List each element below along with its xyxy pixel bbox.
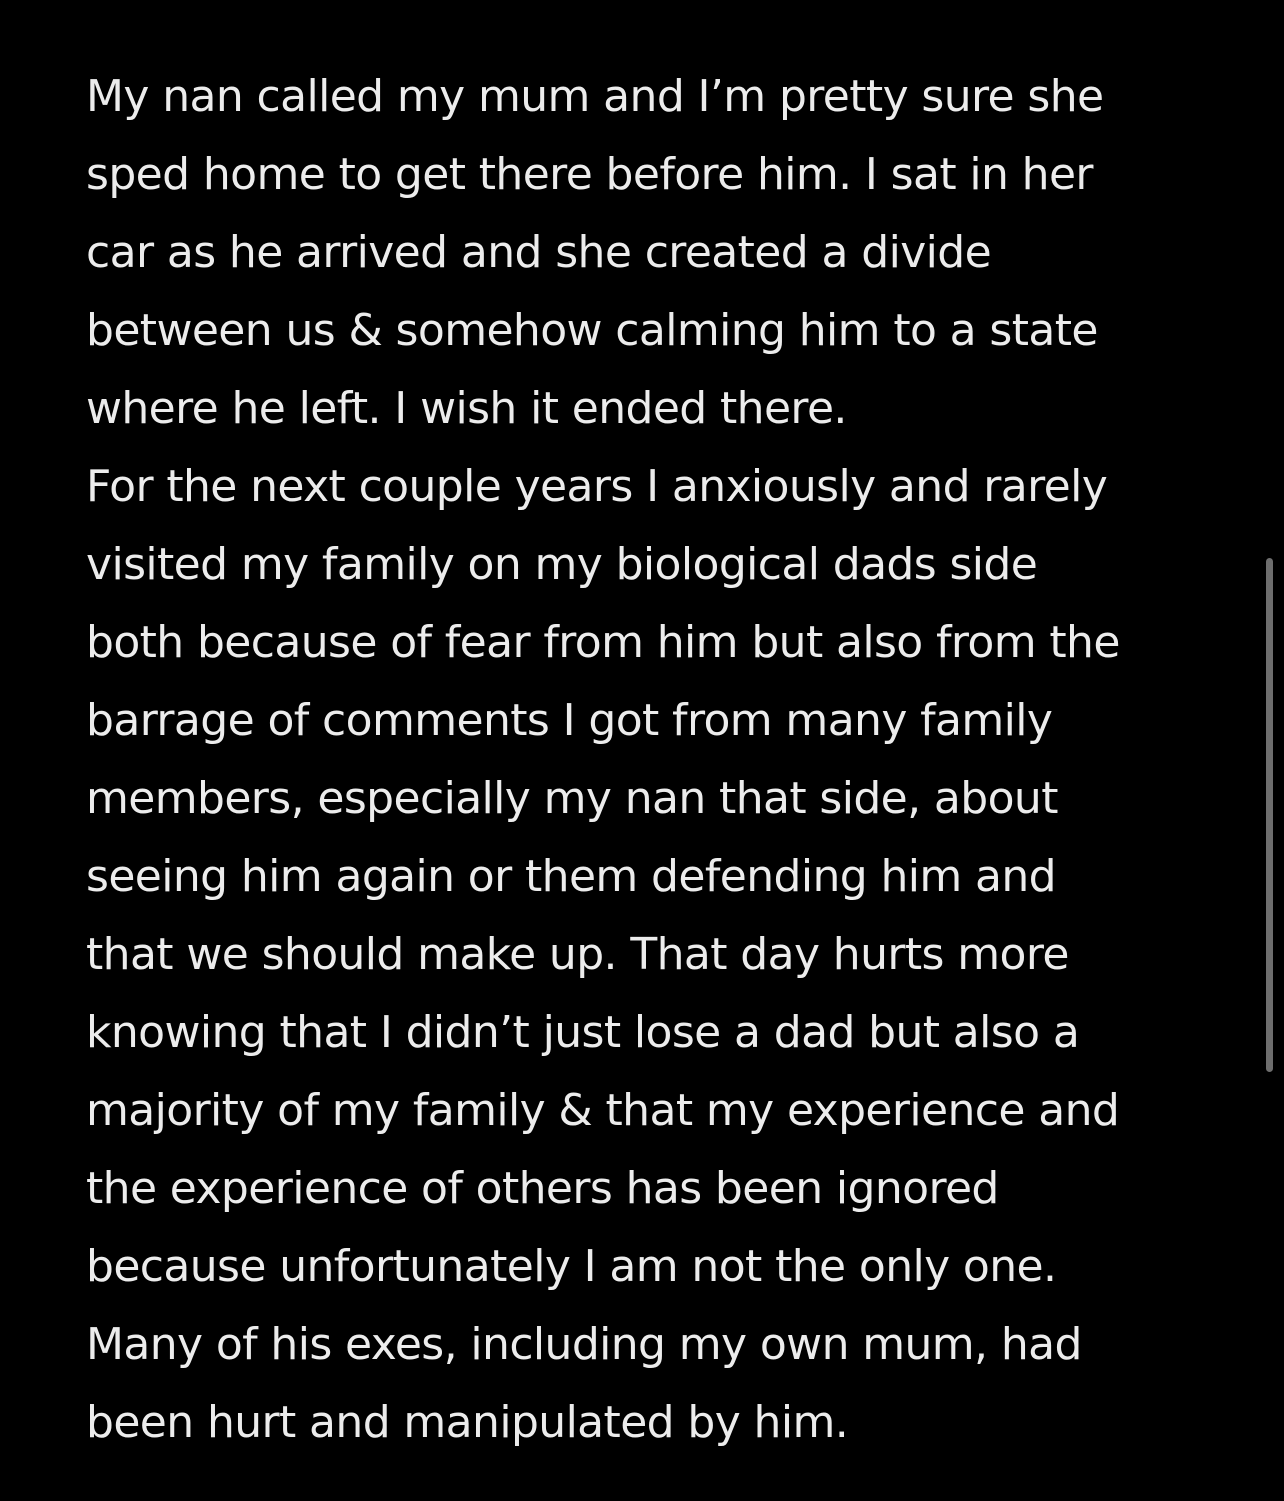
note-line: My nan called my mum and I’m pretty sure she [86,71,1104,122]
note-line: sped home to get there before him. I sat in her [86,149,1093,200]
note-line: between us & somehow calming him to a state [86,305,1098,356]
note-line: visited my family on my biological dads side [86,539,1038,590]
note-line: where he left. I wish it ended there. [86,383,847,434]
note-text-body[interactable] [86,58,1216,1462]
note-line: both because of fear from him but also from the [86,617,1120,668]
note-line: seeing him again or them defending him and [86,851,1056,902]
note-line: because unfortunately I am not the only one. [86,1241,1057,1292]
note-line: been hurt and manipulated by him. [86,1397,849,1448]
note-line: For the next couple years I anxiously and rarely [86,461,1108,512]
note-line: members, especially my nan that side, about [86,773,1058,824]
note-line: barrage of comments I got from many family [86,695,1053,746]
note-line: car as he arrived and she created a divide [86,227,992,278]
note-line: majority of my family & that my experience and [86,1085,1120,1136]
note-line: knowing that I didn’t just lose a dad but also a [86,1007,1080,1058]
vertical-scrollbar-thumb[interactable] [1266,558,1273,1072]
note-line: that we should make up. That day hurts more [86,929,1069,980]
note-line: the experience of others has been ignored [86,1163,999,1214]
note-line: Many of his exes, including my own mum, had [86,1319,1082,1370]
